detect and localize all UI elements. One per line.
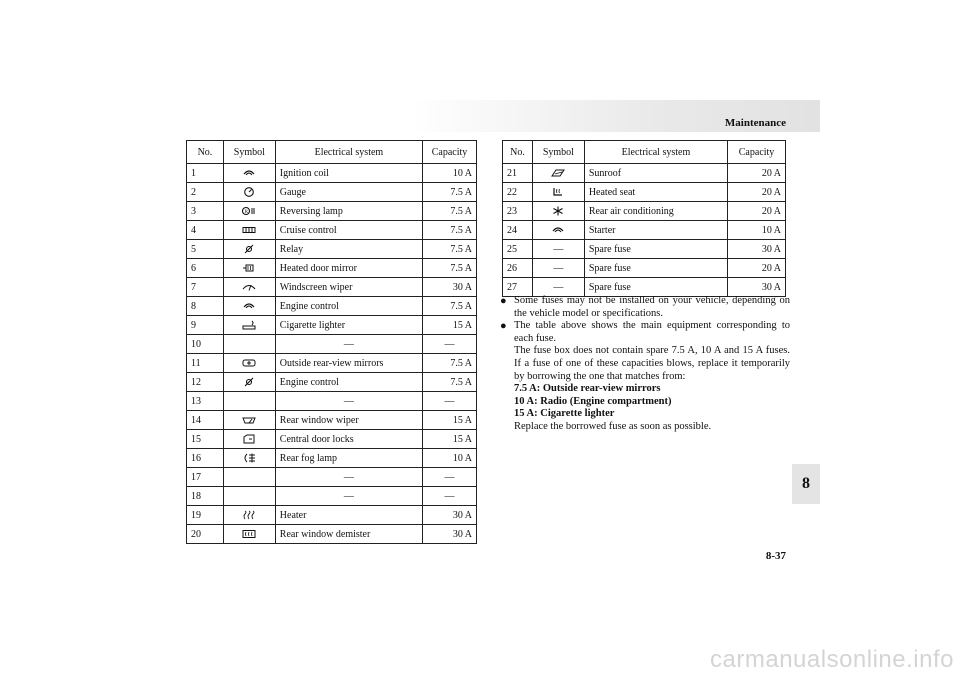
fuse-number: 2	[187, 183, 224, 202]
capacity: 30 A	[728, 240, 786, 259]
capacity: 30 A	[728, 278, 786, 297]
heater-icon	[242, 510, 256, 520]
electrical-system: Cigarette lighter	[275, 316, 422, 335]
symbol-cell	[223, 468, 275, 487]
table-row	[503, 202, 786, 221]
capacity: 7.5 A	[423, 373, 477, 392]
fuse-number: 5	[187, 240, 224, 259]
fuse-number: 8	[187, 297, 224, 316]
table-row	[187, 335, 477, 354]
fuse-number: 15	[187, 430, 224, 449]
table-row	[187, 392, 477, 411]
capacity: —	[423, 392, 477, 411]
electrical-system: —	[275, 487, 422, 506]
fuse-number: 27	[503, 278, 533, 297]
fuse-number: 1	[187, 164, 224, 183]
reversing-lamp-icon	[242, 206, 256, 216]
capacity: —	[423, 468, 477, 487]
fuse-number: 25	[503, 240, 533, 259]
fuse-number: 6	[187, 259, 224, 278]
note-2-item-3: 15 A: Cigarette lighter	[514, 408, 615, 420]
fuse-number: 11	[187, 354, 224, 373]
symbol-cell	[532, 221, 584, 240]
capacity: —	[423, 335, 477, 354]
symbol-cell	[223, 487, 275, 506]
table-row	[503, 221, 786, 240]
col-header-capacity: Capacity	[728, 141, 786, 164]
electrical-system: Heated door mirror	[275, 259, 422, 278]
cigarette-lighter-icon	[242, 320, 256, 330]
electrical-system: —	[275, 468, 422, 487]
col-header-no: No.	[503, 141, 533, 164]
mirror-icon	[242, 358, 256, 368]
fuse-number: 7	[187, 278, 224, 297]
note-1-text: Some fuses may not be installed on your vehicle, depending on the vehicle model or specifications.	[514, 295, 790, 319]
fuse-number: 3	[187, 202, 224, 221]
symbol-cell	[532, 164, 584, 183]
table-row	[187, 259, 477, 278]
fuse-number: 24	[503, 221, 533, 240]
fuse-number: 10	[187, 335, 224, 354]
electrical-system: Rear fog lamp	[275, 449, 422, 468]
fog-lamp-icon	[242, 453, 256, 463]
table-row	[503, 240, 786, 259]
capacity: 20 A	[728, 164, 786, 183]
electrical-system: Gauge	[275, 183, 422, 202]
fuse-number: 12	[187, 373, 224, 392]
table-row	[187, 506, 477, 525]
fuse-number: 16	[187, 449, 224, 468]
symbol-cell	[223, 278, 275, 297]
table-row	[187, 278, 477, 297]
capacity: 20 A	[728, 202, 786, 221]
electrical-system: Outside rear-view mirrors	[275, 354, 422, 373]
fuse-number: 23	[503, 202, 533, 221]
note-2-tail: Replace the borrowed fuse as soon as possible.	[514, 420, 712, 432]
note-1	[500, 295, 790, 320]
note-2-lead: The table above shows the main equipment corresponding to each fuse.	[514, 320, 790, 344]
table-row	[187, 164, 477, 183]
electrical-system: Windscreen wiper	[275, 278, 422, 297]
capacity: 30 A	[423, 525, 477, 544]
symbol-cell	[223, 506, 275, 525]
wiper-icon	[242, 282, 256, 292]
capacity: 30 A	[423, 278, 477, 297]
electrical-system: Engine control	[275, 297, 422, 316]
electrical-system: Sunroof	[584, 164, 727, 183]
capacity: 15 A	[423, 316, 477, 335]
fuse-table-left	[186, 140, 477, 544]
table-row	[187, 316, 477, 335]
capacity: 20 A	[728, 183, 786, 202]
fuse-number: 20	[187, 525, 224, 544]
fuse-number: 17	[187, 468, 224, 487]
capacity: 10 A	[423, 164, 477, 183]
capacity: 30 A	[423, 506, 477, 525]
fuse-table-right	[502, 140, 786, 297]
fuse-number: 19	[187, 506, 224, 525]
table-row	[503, 278, 786, 297]
demister-icon	[242, 529, 256, 539]
symbol-cell	[223, 430, 275, 449]
symbol-cell: —	[532, 278, 584, 297]
fuse-number: 14	[187, 411, 224, 430]
electrical-system: Cruise control	[275, 221, 422, 240]
table-row	[187, 354, 477, 373]
electrical-system: —	[275, 392, 422, 411]
heated-seat-icon	[551, 187, 565, 197]
section-title: Maintenance	[724, 117, 786, 129]
electrical-system: Ignition coil	[275, 164, 422, 183]
symbol-cell	[532, 202, 584, 221]
note-2-item-1: 7.5 A: Outside rear-view mirrors	[514, 383, 661, 395]
fuse-number: 13	[187, 392, 224, 411]
sunroof-icon	[551, 168, 565, 178]
capacity: 7.5 A	[423, 297, 477, 316]
symbol-cell	[223, 240, 275, 259]
electrical-system: Heater	[275, 506, 422, 525]
cruise-control-icon	[242, 225, 256, 235]
electrical-system: Heated seat	[584, 183, 727, 202]
table-row	[503, 259, 786, 278]
electrical-system: Rear air conditioning	[584, 202, 727, 221]
col-header-system: Electrical system	[584, 141, 727, 164]
symbol-cell	[223, 449, 275, 468]
table-row	[187, 449, 477, 468]
engine-control-icon	[242, 377, 256, 387]
symbol-cell	[223, 525, 275, 544]
ignition-coil-icon	[242, 168, 256, 178]
symbol-cell	[223, 259, 275, 278]
capacity: 10 A	[423, 449, 477, 468]
symbol-cell	[223, 183, 275, 202]
notes-section	[500, 295, 790, 434]
capacity: 20 A	[728, 259, 786, 278]
chapter-tab: 8	[792, 464, 820, 504]
door-lock-icon	[242, 434, 256, 444]
electrical-system: —	[275, 335, 422, 354]
capacity: 15 A	[423, 411, 477, 430]
bullet-icon: ●	[500, 295, 507, 307]
table-row	[187, 373, 477, 392]
symbol-cell	[223, 354, 275, 373]
rear-wiper-icon	[242, 415, 256, 425]
col-header-capacity: Capacity	[423, 141, 477, 164]
fuse-number: 4	[187, 221, 224, 240]
table-row	[187, 202, 477, 221]
bullet-icon: ●	[500, 320, 507, 333]
symbol-cell	[223, 392, 275, 411]
capacity: 7.5 A	[423, 202, 477, 221]
watermark: carmanualsonline.info	[710, 646, 954, 673]
electrical-system: Starter	[584, 221, 727, 240]
table-row	[187, 430, 477, 449]
electrical-system: Spare fuse	[584, 240, 727, 259]
symbol-cell	[223, 221, 275, 240]
heated-mirror-icon	[242, 263, 256, 273]
gauge-icon	[242, 187, 256, 197]
table-header-row	[503, 141, 786, 164]
symbol-cell	[223, 335, 275, 354]
relay-icon	[242, 244, 256, 254]
electrical-system: Central door locks	[275, 430, 422, 449]
note-2-item-2: 10 A: Radio (Engine compartment)	[514, 395, 672, 407]
symbol-cell	[223, 164, 275, 183]
symbol-cell: —	[532, 240, 584, 259]
capacity: 7.5 A	[423, 183, 477, 202]
capacity: 15 A	[423, 430, 477, 449]
starter-icon	[551, 225, 565, 235]
symbol-cell	[223, 411, 275, 430]
fuse-number: 21	[503, 164, 533, 183]
symbol-cell	[223, 202, 275, 221]
capacity: 7.5 A	[423, 259, 477, 278]
fuse-number: 9	[187, 316, 224, 335]
table-row	[187, 240, 477, 259]
electrical-system: Spare fuse	[584, 259, 727, 278]
fuse-number: 22	[503, 183, 533, 202]
symbol-cell: —	[532, 259, 584, 278]
electrical-system: Spare fuse	[584, 278, 727, 297]
table-row	[187, 297, 477, 316]
capacity: 7.5 A	[423, 240, 477, 259]
table-row	[187, 468, 477, 487]
svg-text:R: R	[244, 210, 249, 216]
engine-icon	[242, 301, 256, 311]
electrical-system: Rear window demister	[275, 525, 422, 544]
table-header-row	[187, 141, 477, 164]
capacity: 10 A	[728, 221, 786, 240]
fuse-number: 18	[187, 487, 224, 506]
table-row	[503, 183, 786, 202]
rear-ac-icon	[551, 206, 565, 216]
symbol-cell	[223, 373, 275, 392]
note-2	[500, 320, 790, 433]
capacity: 7.5 A	[423, 354, 477, 373]
capacity: 7.5 A	[423, 221, 477, 240]
col-header-symbol: Symbol	[532, 141, 584, 164]
symbol-cell	[532, 183, 584, 202]
fuse-number: 26	[503, 259, 533, 278]
symbol-cell	[223, 297, 275, 316]
col-header-symbol: Symbol	[223, 141, 275, 164]
symbol-cell	[223, 316, 275, 335]
electrical-system: Reversing lamp	[275, 202, 422, 221]
table-row	[187, 411, 477, 430]
table-row	[187, 221, 477, 240]
capacity: —	[423, 487, 477, 506]
col-header-no: No.	[187, 141, 224, 164]
col-header-system: Electrical system	[275, 141, 422, 164]
table-row	[187, 183, 477, 202]
note-2-body: The fuse box does not contain spare 7.5 A, 10 A and 15 A fuses. If a fuse of one of these capacities blows, replace it temporarily by borrowing the one that matches from:	[514, 345, 790, 382]
page-number: 8-37	[765, 550, 786, 562]
table-row	[503, 164, 786, 183]
electrical-system: Rear window wiper	[275, 411, 422, 430]
electrical-system: Engine control	[275, 373, 422, 392]
table-row	[187, 487, 477, 506]
table-row	[187, 525, 477, 544]
electrical-system: Relay	[275, 240, 422, 259]
